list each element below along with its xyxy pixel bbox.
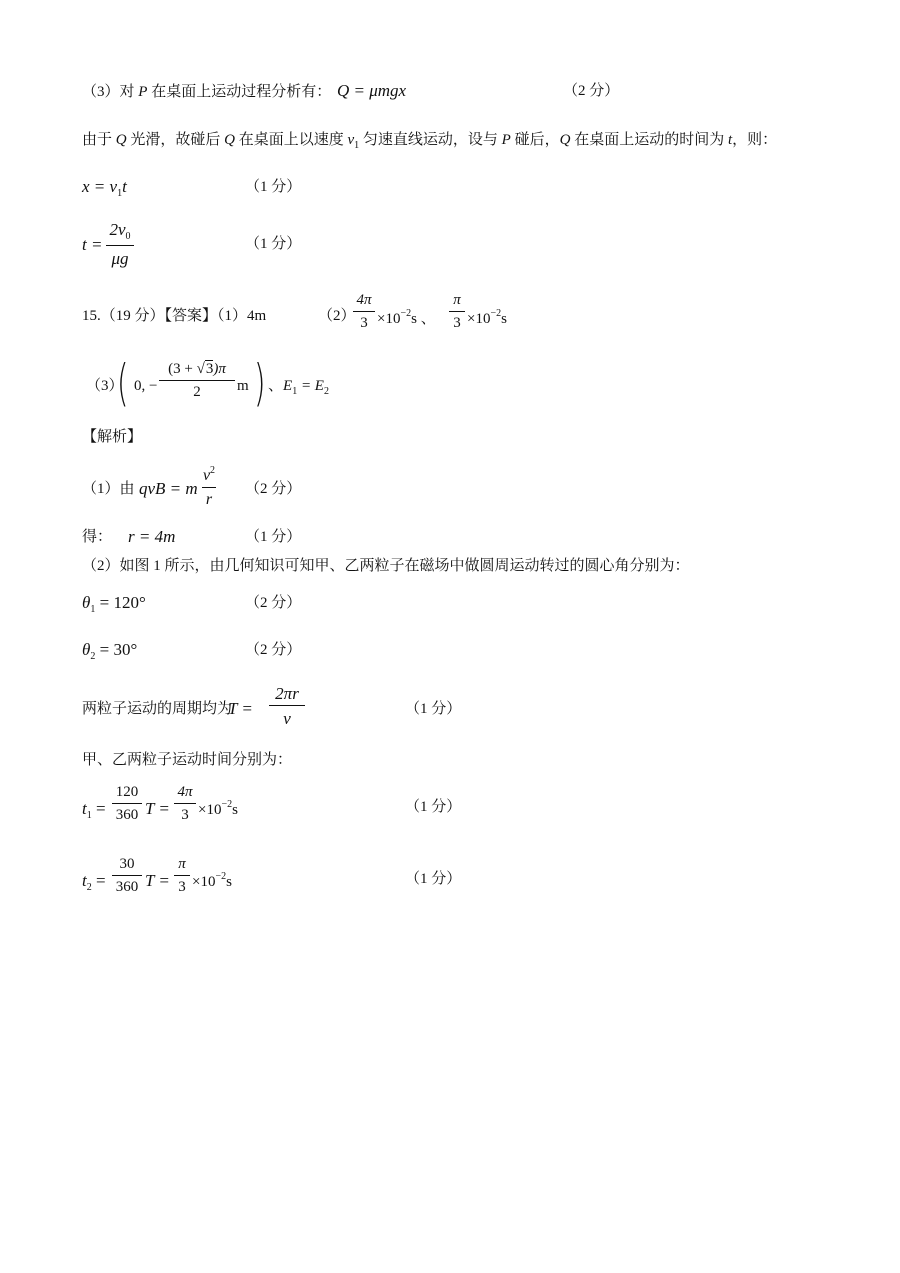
- left-paren: (: [116, 354, 129, 412]
- score-label: （1 分）: [405, 701, 462, 717]
- formula-part: t: [122, 177, 127, 196]
- denominator: 2: [193, 384, 201, 400]
- fraction-bar: [159, 380, 235, 381]
- fraction-bar: [174, 875, 190, 876]
- times-ten: ×10: [467, 311, 491, 327]
- score-label: （1 分）: [405, 871, 462, 887]
- equals: =: [91, 799, 106, 818]
- exponent: −2: [221, 799, 233, 810]
- fraction-4pi-3: [174, 785, 196, 823]
- exponent: −2: [215, 871, 227, 882]
- value: = 30°: [95, 640, 138, 659]
- line-q-smooth: [82, 133, 777, 151]
- q15-f1-tail: [377, 309, 436, 327]
- times-intro: 甲、乙两粒子运动时间分别为：: [82, 752, 293, 768]
- text: 匀速直线运动，设与: [359, 132, 502, 148]
- q15-part3-label: （3）: [86, 378, 124, 394]
- exponent: 2: [210, 465, 216, 476]
- subscript: 2: [323, 386, 329, 397]
- fraction-pi-3: [449, 293, 465, 331]
- p2-text: （2）如图 1 所示，由几何知识可知甲、乙两粒子在磁场中做圆周运动转过的圆心角分别为：: [82, 558, 690, 574]
- q15-part2: （2）: [318, 308, 356, 324]
- var-p: P: [138, 84, 148, 100]
- text: 光滑，故碰后: [126, 132, 225, 148]
- score-label: （2 分）: [245, 595, 302, 611]
- fraction-bar: [106, 245, 134, 246]
- fraction-pi-3: [174, 857, 190, 895]
- t2-mid: T =: [145, 871, 170, 890]
- numerator: π: [453, 292, 461, 308]
- section-jiexi: 【解析】: [82, 429, 143, 445]
- fraction-coord: [159, 362, 235, 400]
- t1-mid: T =: [145, 799, 170, 818]
- p1-label: （1）由: [82, 481, 135, 497]
- separator: 、: [268, 378, 284, 394]
- var-q: Q: [115, 132, 127, 148]
- numerator: 120: [115, 784, 139, 800]
- e-equality: [268, 379, 329, 397]
- line-q-formula: [82, 82, 406, 100]
- text: ，则：: [732, 132, 778, 148]
- subscript: 2: [86, 882, 92, 893]
- numerator: 2πr: [275, 684, 299, 703]
- text: 在桌面上以速度: [234, 132, 348, 148]
- t2-lhs: [82, 872, 106, 893]
- fraction-bar: [202, 487, 216, 488]
- fraction-bar: [353, 311, 375, 312]
- theta1-formula: [82, 594, 146, 615]
- t2-tail: [192, 872, 232, 890]
- t1-lhs: [82, 800, 106, 821]
- coord-unit: m: [237, 378, 249, 394]
- period-lhs: T =: [228, 699, 253, 718]
- right-paren: ): [253, 354, 266, 412]
- q15-f2-tail: [467, 309, 507, 327]
- period-text: 两粒子运动的周期均为: [82, 701, 233, 717]
- text: 碰后，: [510, 132, 560, 148]
- var-theta: θ: [82, 593, 91, 612]
- p1b-label: 得：: [82, 529, 113, 545]
- var-theta: θ: [82, 640, 91, 659]
- formula-t-lhs: t =: [82, 235, 103, 254]
- fraction-30-360: [112, 857, 142, 895]
- fraction-4pi-3: [353, 293, 375, 331]
- times-ten: ×10: [377, 311, 401, 327]
- denominator: v: [283, 709, 291, 728]
- text: 由于: [82, 132, 116, 148]
- fraction-bar: [269, 705, 305, 706]
- numerator: [202, 466, 216, 484]
- t1-tail: [198, 800, 238, 818]
- score-label: （1 分）: [245, 236, 302, 252]
- num-text: )π: [213, 361, 226, 377]
- subscript: 1: [354, 140, 360, 151]
- subscript: 1: [292, 386, 298, 397]
- score-label: （2 分）: [245, 642, 302, 658]
- subscript: 1: [117, 188, 123, 199]
- exponent: −2: [400, 308, 412, 319]
- numerator: [159, 362, 235, 377]
- score-label: （1 分）: [405, 799, 462, 815]
- text-analysis: 在桌面上运动过程分析有：: [147, 84, 332, 100]
- var-e: E: [283, 378, 293, 394]
- denominator: μg: [111, 249, 129, 268]
- num-text: 2v: [109, 220, 126, 239]
- equals: =: [91, 871, 106, 890]
- subscript: 1: [90, 604, 96, 615]
- unit: s: [501, 311, 507, 327]
- fraction-2pir-v: [269, 685, 305, 727]
- subscript: 0: [125, 231, 131, 242]
- formula-x: [82, 178, 127, 199]
- score-label: （1 分）: [245, 179, 302, 195]
- numerator: 4π: [177, 784, 193, 800]
- var-p: P: [501, 132, 511, 148]
- numerator: 4π: [356, 292, 372, 308]
- times-ten: ×10: [198, 802, 222, 818]
- score-label: （2 分）: [563, 83, 620, 99]
- times-ten: ×10: [192, 874, 216, 890]
- fraction-bar: [449, 311, 465, 312]
- p1b-formula: r = 4m: [128, 527, 176, 546]
- radicand: 3: [205, 361, 214, 377]
- unit: s: [232, 802, 238, 818]
- var-q: Q: [224, 132, 235, 148]
- numerator: π: [178, 856, 186, 872]
- fraction-120-360: [112, 785, 142, 823]
- coord-zero: 0, −: [134, 378, 158, 394]
- denominator: 3: [181, 807, 189, 823]
- unit: s: [226, 874, 232, 890]
- var-q: Q: [559, 132, 571, 148]
- text: 在桌面上运动的时间为: [570, 132, 728, 148]
- numerator: 30: [119, 856, 135, 872]
- score-label: （2 分）: [245, 481, 302, 497]
- fraction-t: [106, 221, 134, 267]
- denominator: 360: [115, 879, 139, 895]
- denominator: 3: [178, 879, 186, 895]
- num-text: v: [202, 467, 211, 484]
- denominator: 3: [453, 315, 461, 331]
- subscript: 1: [86, 810, 92, 821]
- exponent: −2: [490, 308, 502, 319]
- var-t: t: [727, 132, 733, 148]
- fraction-v2-r: [202, 466, 216, 508]
- formula-part: x = v: [82, 177, 118, 196]
- fraction-bar: [112, 803, 142, 804]
- eq-part: = E: [297, 378, 324, 394]
- denominator: r: [205, 491, 213, 508]
- value: = 120°: [95, 593, 146, 612]
- fraction-bar: [112, 875, 142, 876]
- numerator: [106, 221, 134, 242]
- subscript: 2: [90, 651, 96, 662]
- var-v: v: [347, 132, 355, 148]
- var-t: t: [82, 871, 87, 890]
- q15-head: 15.（19 分）【答案】（1）4m: [82, 308, 267, 324]
- denominator: 360: [115, 807, 139, 823]
- formula-q: Q = μmgx: [336, 81, 407, 100]
- sqrt-symbol: √: [196, 361, 205, 377]
- num-text: (3 +: [168, 361, 197, 377]
- text-prefix: （3）对: [82, 84, 139, 100]
- denominator: 3: [360, 315, 368, 331]
- fraction-bar: [174, 803, 196, 804]
- theta2-formula: [82, 641, 137, 662]
- score-label: （1 分）: [245, 529, 302, 545]
- var-t: t: [82, 799, 87, 818]
- p1-lhs: qvB = m: [139, 479, 198, 498]
- unit: s 、: [411, 311, 436, 327]
